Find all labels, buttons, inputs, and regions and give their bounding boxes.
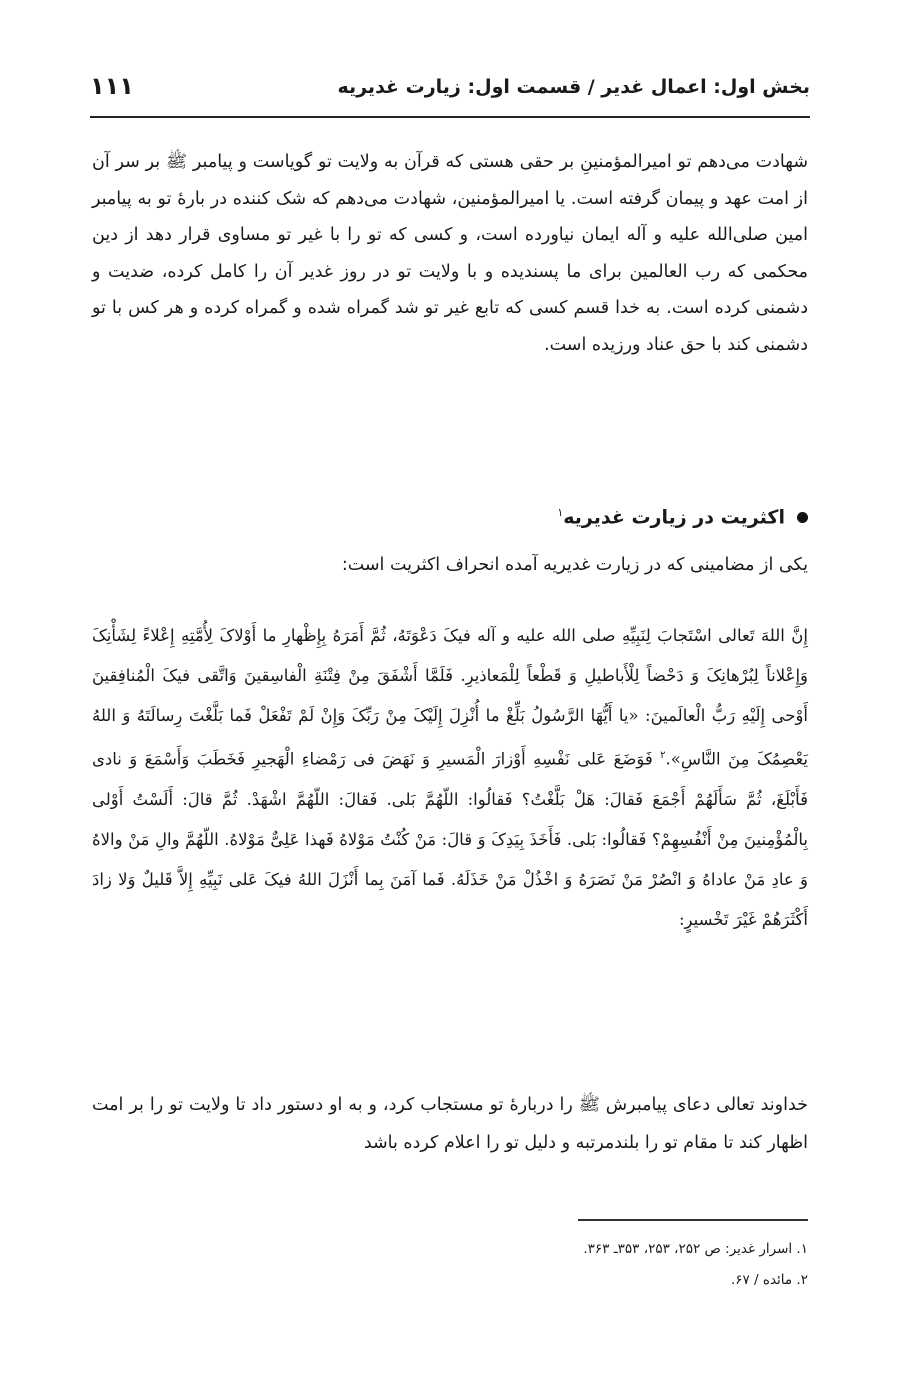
page-number: ۱۱۱ [90,72,134,100]
footnote-2: ۲. مائده / ۶۷. [730,1272,808,1288]
footnotes [92,1234,808,1296]
section-heading-text: اکثریت در زیارت غدیریه [563,506,785,529]
section-intro: یکی از مضامینی که در زیارت غدیریه آمده انحراف اکثریت است: [341,555,808,575]
arabic-quote-part-2: فَوَضَعَ عَلی نَفْسِهِ أَوْزارَ الْمَسیرِ وَ نَهَضَ فی رَمْضاءِ الْهَجیرِ فَخَطَبَ وَأَسْمَعَ وَ نادی فَأَبْلَغَ، ثُمَّ سَأَلَهُمْ أَجْمَعَ فَقالَ: هَلْ بَلَّغْتُ؟ فَقالُوا: اللّهُمَّ بَلی. فَقالَ: اللّهُمَّ اشْهَدْ. ثُمَّ قالَ: أَلَسْتُ أَوْلی بِالْمُؤْمِنینَ مِنْ أَنْفُسِهِمْ؟ فَقالُوا: بَلی. فَأَخَذَ بِیَدِکَ وَ قالَ: مَنْ کُنْتُ مَوْلاهُ فَهذا عَلِیٌّ مَوْلاهُ. اللّهُمَّ والِ مَنْ والاهُ وَ عادِ مَنْ عاداهُ وَ انْصُرْ مَنْ نَصَرَهُ وَ اخْذُلْ مَنْ خَذَلَهُ. فَما آمَنَ بِما أَنْزَلَ اللهُ فیکَ عَلی نَبِیِّهِ إِلاَّ قَلیلٌ وَلا زادَ أَکْثَرَهُمْ غَیْرَ تَخْسیرٍ: [92,749,808,929]
header-rule [90,116,810,118]
footnote-rule [578,1219,808,1221]
heading-footnote-mark: ۱ [557,506,564,519]
paragraph-testimony: شهادت می‌دهم تو امیرالمؤمنینِ بر حقی هستی که قرآن به ولایت تو گویاست و پیامبر ﷺ بر سر آن از امت عهد و پیمان گرفته است. یا امیرالمؤمنین، شهادت می‌دهم که شک کننده در بارهٔ تو به پیامبر امین صلی‌الله علیه و آله ایمان نیاورده است، و کسی که تو را با غیر تو مساوی قرار دهد از دین محکمی که رب العالمین برای ما پسندیده و با ولایت تو در روز غدیر آن را کامل کرده، ضدیت و دشمنی کرده است. به خدا قسم کسی که تابع غیر تو شد گمراه شده و گمراه کرده و هر کس با تو دشمنی کند با حق عناد ورزیده است. [92,152,808,355]
page-header [90,70,810,114]
section-heading [557,506,808,528]
bullet-icon [797,512,808,523]
quote-footnote-mark: ۲ [660,750,666,761]
arabic-quote [92,616,808,940]
paragraph-translation: خداوند تعالی دعای پیامبرش ﷺ را دربارهٔ تو مستجاب کرد، و به او دستور داد تا ولایت تو را بر امت اظهار کند تا مقام تو را بلندمرتبه و دلیل تو را اعلام کرده باشد [92,1095,808,1153]
arabic-quote-part-1: إِنَّ اللهَ تَعالی اسْتَجابَ لِنَبِیِّهِ صلی الله علیه و آله فیکَ دَعْوَتَهُ، ثُمَّ أَمَرَهُ بِإِظْهارِ ما أَوْلاکَ لِأُمَّتِهِ إِعْلاءً لِشَأْنِکَ وَإِعْلاناً لِبُرْهانِکَ وَ دَحْضاً لِلْأَباطیلِ وَ قَطْعاً لِلْمَعاذیرِ. فَلَمَّا أَشْفَقَ مِنْ فِتْنَةِ الْفاسِقینَ وَاتَّقی فیکَ الْمُنافِقینَ أَوْحی إِلَیْهِ رَبُّ الْعالَمینَ: «یا أَیُّهَا الرَّسُولُ بَلِّغْ ما أُنْزِلَ إِلَیْکَ مِنْ رَبِّکَ وَإِنْ لَمْ تَفْعَلْ فَما بَلَّغْتَ رِسالَتَهُ وَ اللهُ یَعْصِمُکَ مِنَ النَّاسِ». [92,626,809,769]
footnote-1: ۱. اسرار غدیر: ص ۲۵۲، ۲۵۳، ۳۵۳ـ ۳۶۳. [583,1241,808,1257]
running-title: بخش اول: اعمال غدیر / قسمت اول: زیارت غدیریه [337,76,810,98]
